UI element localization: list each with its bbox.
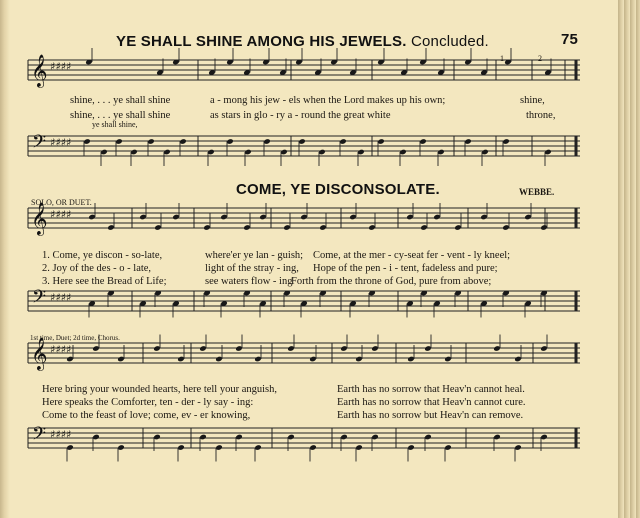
key-signature: ♯♯♯♯ (50, 136, 72, 149)
composer-name: WEBBE. (519, 187, 555, 197)
title-suffix: Concluded. (410, 33, 489, 50)
key-signature: ♯♯♯♯ (50, 428, 72, 441)
lyric-fragment: Come, at the mer - cy-seat fer - vent - ly kneel; (313, 250, 511, 261)
ye-shall-shine-label: ye shall shine, (92, 120, 138, 129)
song-title-1: YE SHALL SHINE AMONG HIS JEWELS. Concluded. (116, 33, 489, 50)
ending-1-label: 1 (500, 54, 504, 63)
lyric-fragment: shine, . . . ye shall shine (70, 95, 171, 106)
lyric-fragment: shine, . . . ye shall shine (70, 110, 171, 121)
lyric-fragment: see waters flow - ing (205, 276, 293, 287)
bass-clef: 𝄢 (32, 132, 47, 157)
lyric-fragment: Come to the feast of love; come, ev - er knowing, (42, 410, 251, 421)
system-3-verse-3 (0, 410, 640, 422)
lyric-fragment: Earth has no sorrow but Heav'n can remove. (337, 410, 524, 421)
bass-clef: 𝄢 (32, 287, 47, 312)
repeat-instruction: 1st time, Duet; 2d time, Chorus. (30, 334, 120, 342)
lyric-fragment: Hope of the pen - i - tent, fadeless and pure; (313, 263, 498, 274)
performance-label: SOLO, OR DUET. (31, 198, 92, 207)
system-1-lyric-line-1 (0, 95, 640, 107)
song-title-2: COME, YE DISCONSOLATE. (236, 181, 440, 198)
lyric-fragment: Earth has no sorrow that Heav'n cannot cure. (337, 397, 526, 408)
lyric-fragment: shine, (520, 95, 545, 106)
key-signature: ♯♯♯♯ (50, 291, 72, 304)
lyric-fragment: 2. Joy of the des - o - late, (42, 263, 152, 274)
lyric-fragment: 3. Here see the Bread of Life; (42, 276, 167, 287)
key-signature: ♯♯♯♯ (50, 60, 72, 73)
system-2-verse-3 (0, 276, 640, 288)
lyric-fragment: Here bring your wounded hearts, here tell your anguish, (42, 384, 278, 395)
bass-clef: 𝄢 (32, 424, 47, 449)
lyric-fragment: 1. Come, ye discon - so-late, (42, 250, 163, 261)
system-3-verse-2 (0, 397, 640, 409)
treble-clef: 𝄞 (31, 54, 48, 87)
page-number: 75 (561, 31, 579, 48)
lyric-fragment: throne, (526, 110, 556, 121)
lyric-fragment: as stars in glo - ry a - round the great white (210, 110, 391, 121)
lyric-fragment: Earth has no sorrow that Heav'n cannot heal. (337, 384, 525, 395)
system-3-verse-1 (0, 384, 640, 396)
lyric-fragment: a - mong his jew - els when the Lord makes up his own; (210, 95, 446, 106)
treble-clef: 𝄞 (31, 337, 48, 370)
lyric-fragment: where'er ye lan - guish; (205, 250, 304, 261)
key-signature: ♯♯♯♯ (50, 343, 72, 356)
lyric-fragment: Here speaks the Comforter, ten - der - ly say - ing: (42, 397, 254, 408)
system-2-verse-1 (0, 250, 640, 262)
lyric-fragment: Forth from the throne of God, pure from above; (291, 276, 492, 287)
system-2-verse-2 (0, 263, 640, 275)
ending-2-label: 2 (538, 54, 542, 63)
lyric-fragment: light of the stray - ing, (205, 263, 299, 274)
treble-clef: 𝄞 (31, 202, 48, 235)
key-signature: ♯♯♯♯ (50, 208, 72, 221)
